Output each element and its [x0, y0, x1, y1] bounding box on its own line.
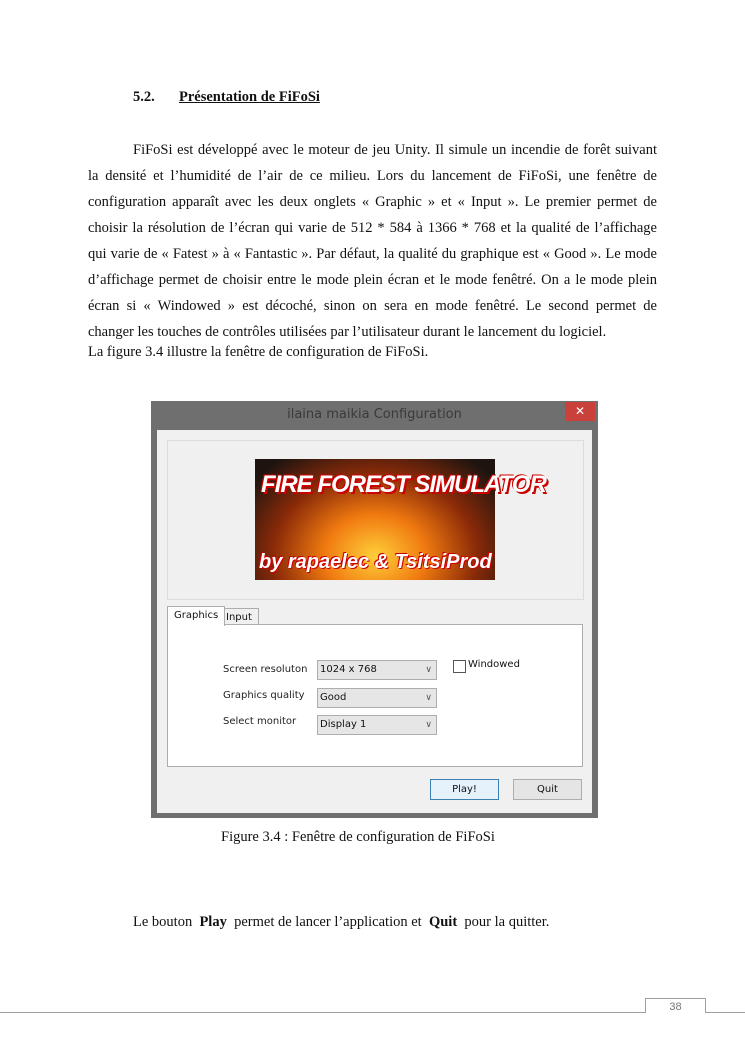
text: permet de lancer l’application et	[230, 914, 426, 930]
logo-panel	[167, 440, 584, 600]
paragraph-line: configuration apparaît avec les deux onglets « Graphic » et « Input ». Le premier permet de	[88, 194, 657, 210]
text: Le bouton	[133, 914, 196, 930]
paragraph-line: changer les touches de contrôles utilisées par l’utilisateur durant le lancement du logiciel.	[88, 324, 607, 340]
window-title: ilaina maikia Configuration	[287, 407, 462, 422]
tab-input[interactable]: Input	[219, 608, 259, 625]
figure-caption: Figure 3.4 : Fenêtre de configuration de FiFoSi	[221, 829, 495, 845]
page-number: 38	[645, 998, 706, 1013]
selected-value: Display 1	[320, 719, 367, 730]
graphics-quality-select[interactable]	[317, 688, 437, 708]
fifosi-logo-image	[255, 459, 546, 580]
paragraph-line: d’affichage permet de choisir entre le mode plein écran et le mode fenêtré. On a le mode plein	[88, 272, 657, 288]
text: pour la quitter.	[460, 914, 550, 930]
window-body	[157, 430, 592, 813]
paragraph-line: FiFoSi est développé avec le moteur de jeu Unity. Il simule un incendie de forêt suivant	[133, 142, 657, 158]
quit-button[interactable]: Quit	[513, 779, 582, 800]
select-monitor-select[interactable]	[317, 715, 437, 735]
paragraph-line: choisir la résolution de l’écran qui varie de 512 * 584 à 1366 * 768 et la qualité de l’affichage	[88, 220, 657, 236]
screen-resolution-label: Screen resoluton	[223, 664, 308, 675]
chevron-down-icon: ∨	[425, 693, 432, 703]
closing-sentence	[133, 914, 549, 931]
close-button[interactable]: ✕	[565, 402, 595, 421]
configuration-window	[151, 401, 598, 818]
section-title: Présentation de FiFoSi	[179, 89, 320, 105]
logo-title: FIRE FOREST SIMULATOR	[261, 471, 546, 498]
paragraph-line: qui varie de « Fatest » à « Fantastic ». Par défaut, la qualité du graphique est « Good ». Le mode	[88, 246, 657, 262]
play-button[interactable]: Play!	[430, 779, 499, 800]
chevron-down-icon: ∨	[425, 665, 432, 675]
graphics-tab-panel	[167, 624, 583, 767]
paragraph-line: écran si « Windowed » est décoché, sinon on sera en mode fenêtré. Le second permet de	[88, 298, 657, 314]
select-monitor-label: Select monitor	[223, 716, 297, 727]
section-number: 5.2.	[133, 89, 155, 105]
chevron-down-icon: ∨	[425, 720, 432, 730]
paragraph-line: La figure 3.4 illustre la fenêtre de configuration de FiFoSi.	[88, 344, 429, 360]
quit-keyword: Quit	[428, 914, 458, 930]
graphics-quality-label: Graphics quality	[223, 690, 305, 701]
logo-subtitle: by rapaelec & TsitsiProd	[259, 551, 492, 573]
tab-graphics[interactable]: Graphics	[167, 606, 225, 626]
selected-value: Good	[320, 692, 347, 703]
play-keyword: Play	[199, 914, 227, 930]
screen-resolution-select[interactable]	[317, 660, 437, 680]
paragraph-line: la densité et l’humidité de l’air de ce milieu. Lors du lancement de FiFoSi, une fenêtre de	[88, 168, 657, 184]
footer-divider	[0, 1012, 745, 1013]
section-heading	[133, 89, 320, 106]
windowed-label: Windowed	[468, 659, 520, 670]
selected-value: 1024 x 768	[320, 664, 377, 675]
windowed-checkbox[interactable]	[453, 660, 466, 673]
